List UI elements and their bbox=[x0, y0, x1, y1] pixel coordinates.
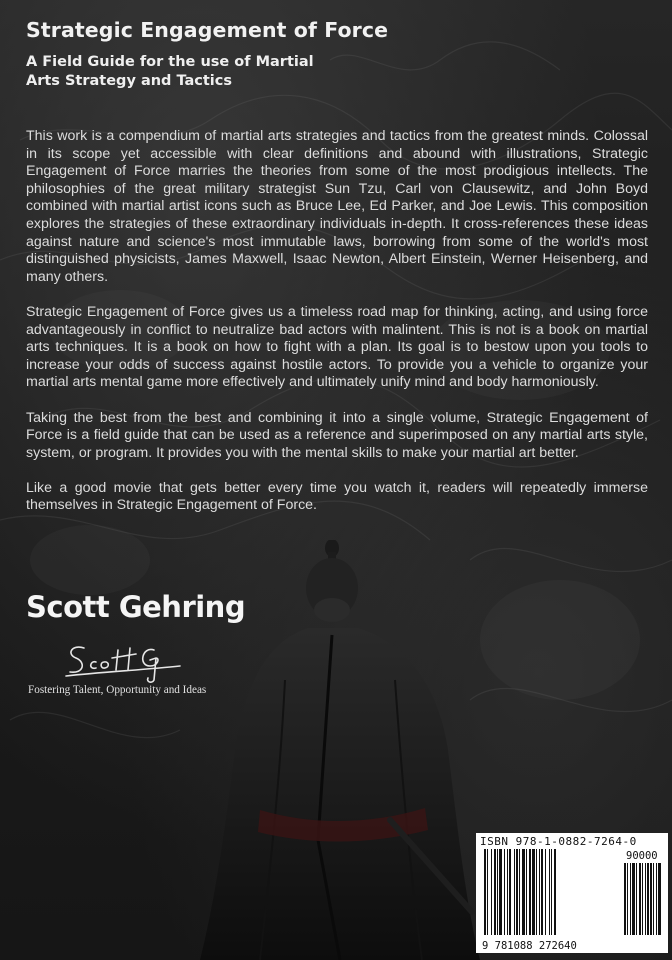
barcode-bar bbox=[484, 849, 486, 935]
barcode-bar bbox=[526, 849, 527, 935]
barcode-bar bbox=[494, 849, 496, 935]
barcode-addon-bar bbox=[653, 863, 654, 935]
barcode-bar bbox=[545, 849, 546, 935]
barcode-bar bbox=[509, 849, 511, 935]
barcode-addon-bar bbox=[636, 863, 637, 935]
barcode-addon-bar bbox=[624, 863, 626, 935]
barcode-bar bbox=[514, 849, 515, 935]
isbn-barcode bbox=[476, 833, 668, 953]
description-paragraph-3: Taking the best from the best and combining it into a single volume, Strategic Engagement of Force is a field guide that can be used as a reference and superimposed on any martial arts style, system, or program. It provides you with the mental skills to make your martial art better. bbox=[26, 409, 648, 461]
book-subtitle bbox=[26, 53, 346, 91]
barcode-addon-bar bbox=[656, 863, 657, 935]
barcode-bar bbox=[504, 849, 505, 935]
barcode-bar bbox=[522, 849, 525, 935]
description-paragraph-4: Like a good movie that gets better every time you watch it, readers will repeatedly immerse themselves in Strategic Engagement of Force. bbox=[26, 479, 648, 514]
barcode-bar bbox=[499, 849, 502, 935]
barcode-bars bbox=[480, 849, 664, 953]
barcode-addon-bar bbox=[632, 863, 635, 935]
barcode-addon-bar bbox=[650, 863, 652, 935]
barcode-bar bbox=[532, 849, 535, 935]
price-code: 90000 bbox=[626, 850, 658, 862]
isbn-label: ISBN 978-1-0882-7264-0 bbox=[480, 835, 637, 848]
author-name: Scott Gehring bbox=[26, 590, 246, 624]
barcode-addon-bar bbox=[647, 863, 649, 935]
barcode-bar bbox=[519, 849, 520, 935]
book-title: Strategic Engagement of Force bbox=[26, 18, 389, 42]
barcode-bar bbox=[541, 849, 543, 935]
barcode-addon-bar bbox=[642, 863, 643, 935]
barcode-bar bbox=[497, 849, 498, 935]
signature-logo bbox=[62, 636, 192, 686]
book-description bbox=[26, 128, 648, 533]
subtitle-line-1: A Field Guide for the use of Martial bbox=[26, 54, 314, 70]
barcode-bar bbox=[491, 849, 492, 935]
barcode-bar bbox=[487, 849, 488, 935]
barcode-bar bbox=[539, 849, 540, 935]
barcode-bar bbox=[529, 849, 531, 935]
barcode-addon-bar bbox=[658, 863, 661, 935]
barcode-addon-bar bbox=[627, 863, 628, 935]
subtitle-line-2: Arts Strategy and Tactics bbox=[26, 73, 233, 89]
tagline: Fostering Talent, Opportunity and Ideas bbox=[28, 684, 207, 696]
barcode-bar bbox=[551, 849, 552, 935]
ean-digits: 9 781088 272640 bbox=[482, 940, 577, 952]
barcode-bar bbox=[554, 849, 556, 935]
barcode-bar bbox=[549, 849, 550, 935]
barcode-addon-bar bbox=[645, 863, 646, 935]
description-paragraph-2: Strategic Engagement of Force gives us a timeless road map for thinking, acting, and using force advantageously in conflict to neutralize bad actors with malintent. This is not is a book on martial arts techniques. It is a book on how to fight with a plan. Its goal is to bestow upon you tools to increase your odds of success against hostile actors. To provide you a vehicle to organize your martial arts mental game more effectively and ultimately unify mind and body harmoniously. bbox=[26, 303, 648, 391]
barcode-bar bbox=[507, 849, 508, 935]
description-paragraph-1: This work is a compendium of martial arts strategies and tactics from the greatest minds. Colossal in its scope yet accessible with clear definitions and abound with illustrations, Strategic Engagement of Force marries the theories from some of the most prodigious intellects. The philosophies of the great military strategist Sun Tzu, Carl von Clausewitz, and John Boyd combined with martial artist icons such as Bruce Lee, Ed Parker, and Joe Lewis. This composition explores the strategies of these extraordinary individuals in-depth. It cross-references these ideas against nature and science's most immutable laws, borrowing from some of the world's most distinguished physicists, James Maxwell, Isaac Newton, Albert Einstein, Werner Heisenberg, and many others. bbox=[26, 128, 648, 285]
barcode-addon-bar bbox=[630, 863, 631, 935]
barcode-addon-bar bbox=[639, 863, 641, 935]
barcode-bar bbox=[516, 849, 518, 935]
barcode-bar bbox=[536, 849, 537, 935]
